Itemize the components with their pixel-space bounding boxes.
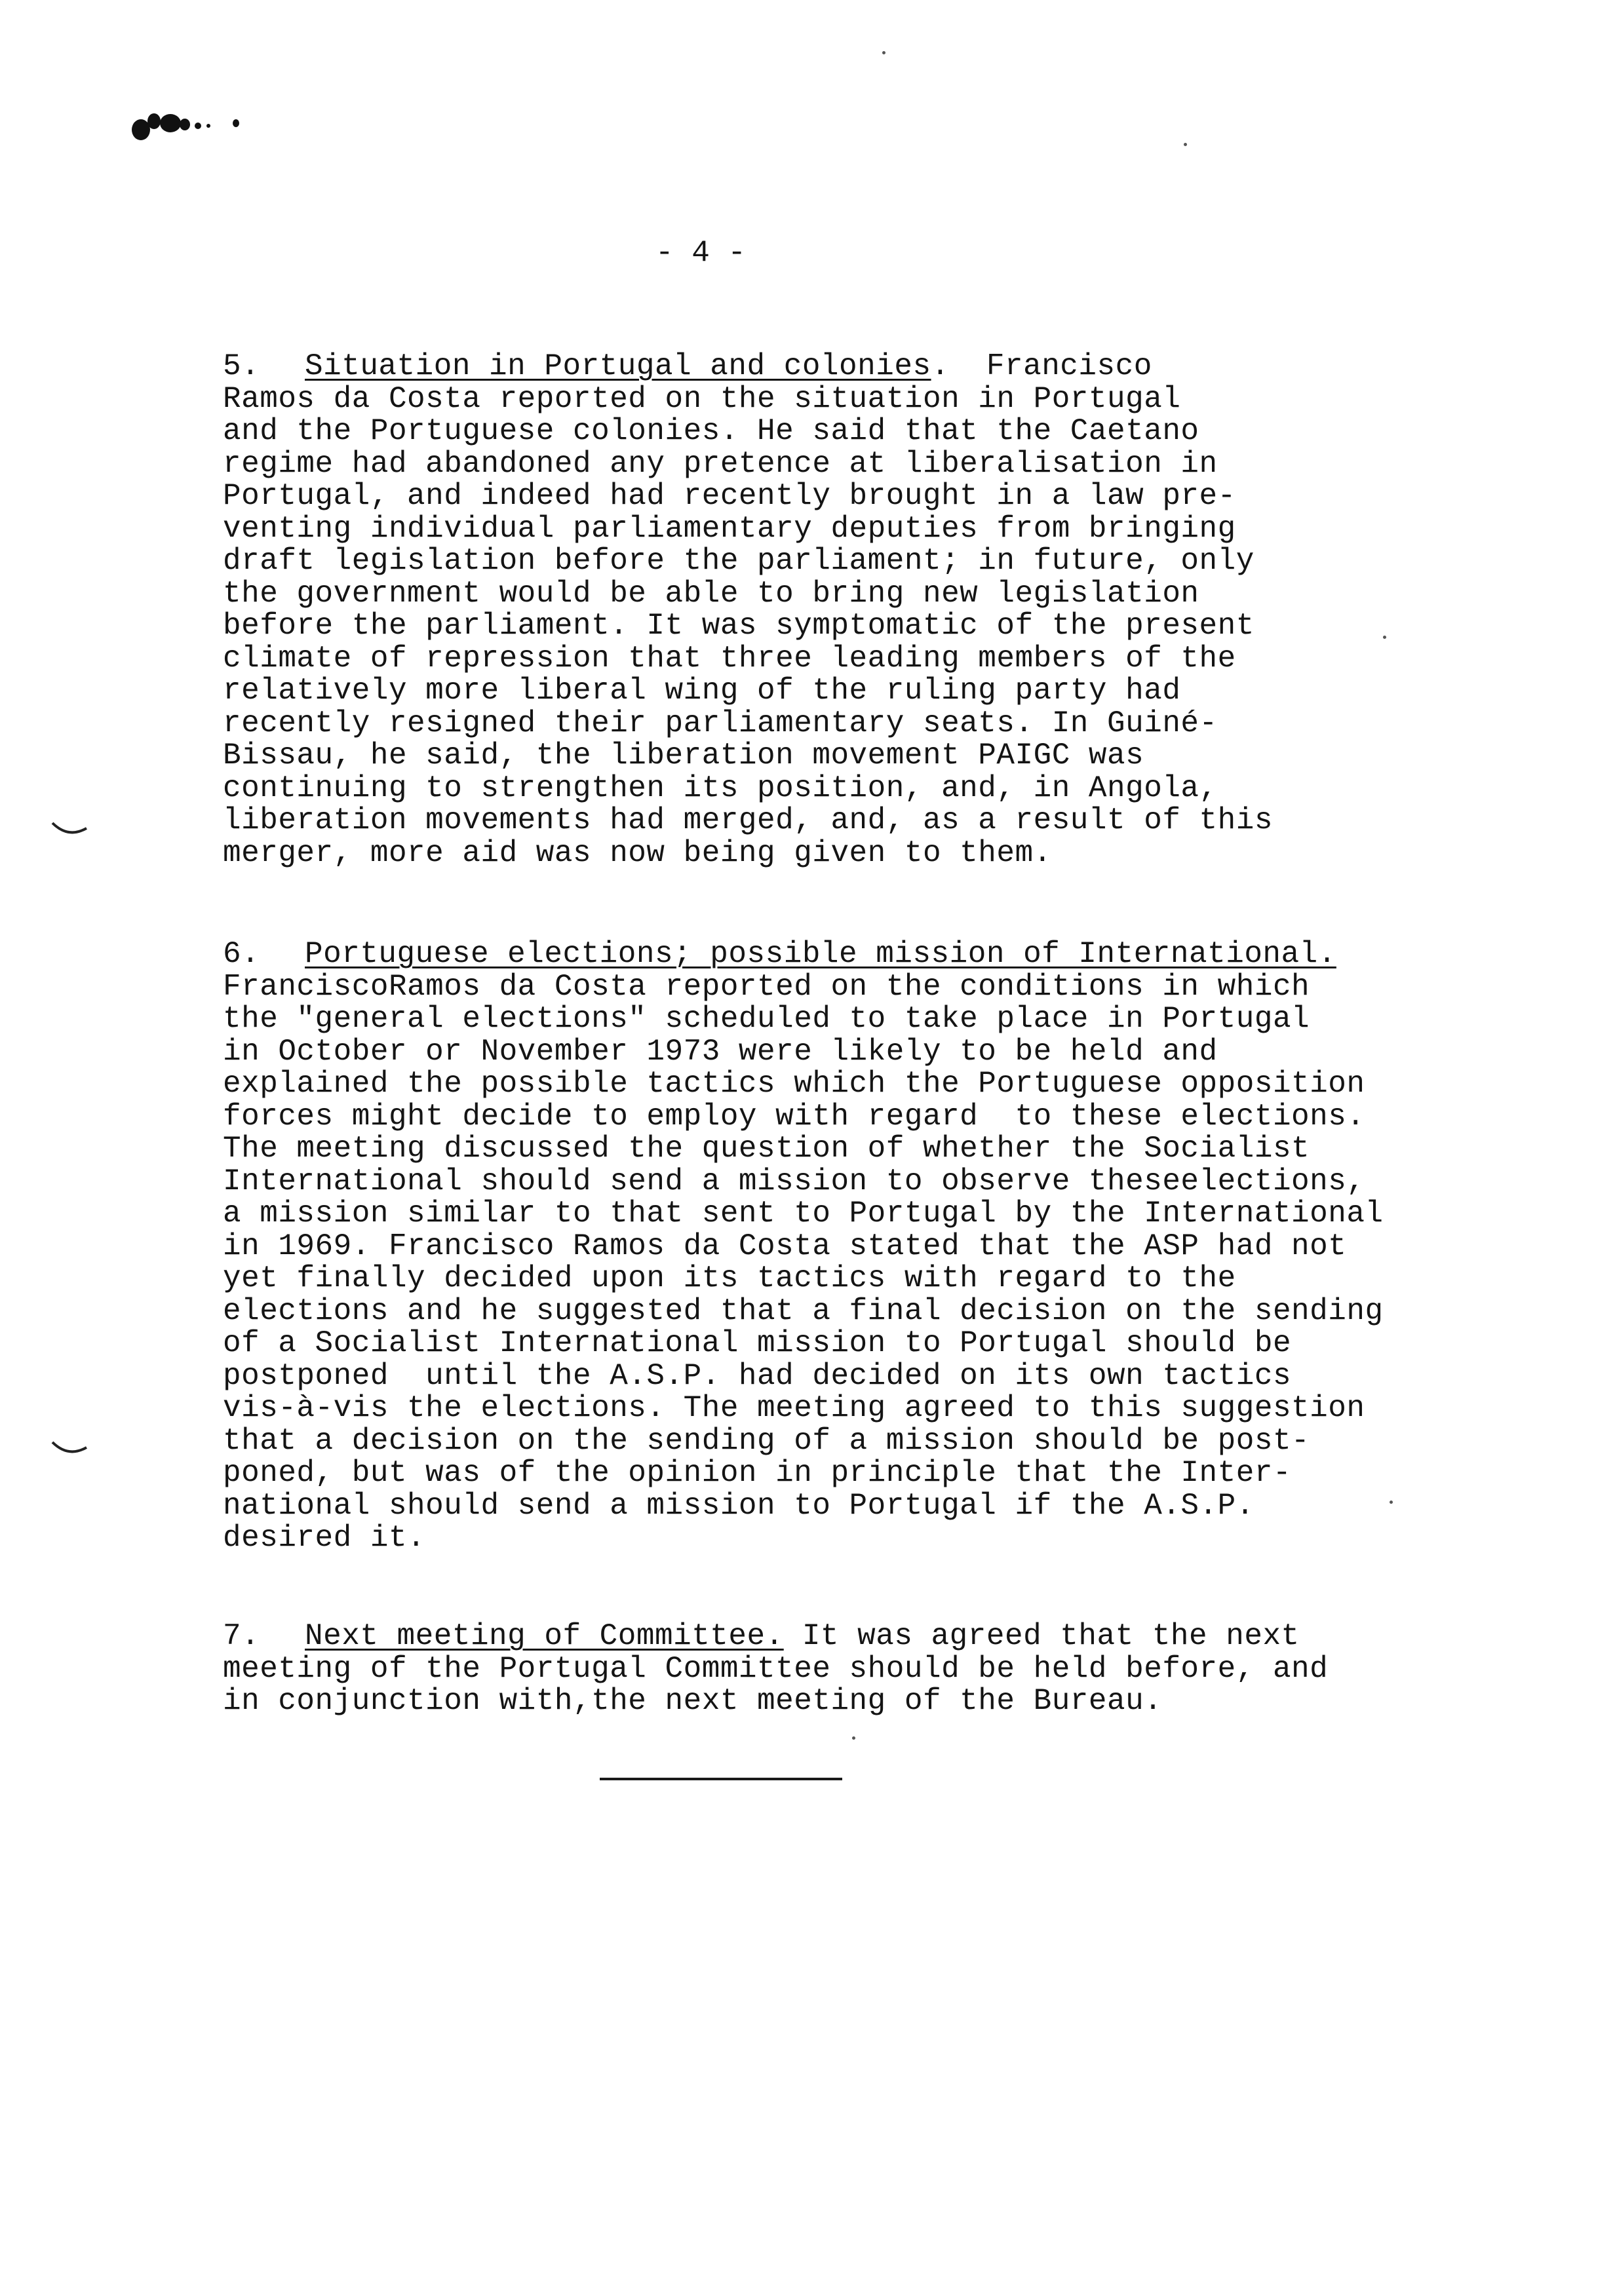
paragraph-line: national should send a mission to Portugal if the A.S.P. bbox=[223, 1488, 1255, 1523]
section-number: 6. bbox=[223, 937, 260, 971]
ink-blot-mark bbox=[125, 98, 256, 151]
section-next-meeting bbox=[223, 1620, 1501, 1718]
paragraph-line: recently resigned their parliamentary seats. In Guiné- bbox=[223, 706, 1218, 740]
end-of-document-rule bbox=[600, 1778, 842, 1780]
paragraph-line: and the Portuguese colonies. He said that the Caetano bbox=[223, 414, 1199, 448]
paragraph-line: merger, more aid was now being given to them. bbox=[223, 835, 1052, 870]
section-heading-line bbox=[223, 938, 1501, 971]
paragraph-line: liberation movements had merged, and, as a result of this bbox=[223, 803, 1273, 837]
paragraph-line: yet finally decided upon its tactics with regard to the bbox=[223, 1261, 1236, 1295]
section-heading: Portuguese elections; possible mission of International. bbox=[305, 937, 1336, 971]
paragraph-line: of a Socialist International mission to Portugal should be bbox=[223, 1326, 1292, 1360]
paragraph-line: poned, but was of the opinion in principle that the Inter- bbox=[223, 1456, 1292, 1490]
paragraph-line: the government would be able to bring new legislation bbox=[223, 576, 1199, 611]
paragraph-line: before the parliament. It was symptomatic of the present bbox=[223, 609, 1255, 643]
margin-mark bbox=[50, 1438, 89, 1458]
paragraph-line: It was agreed that the next bbox=[802, 1619, 1300, 1653]
paragraph-line: that a decision on the sending of a mission should be post- bbox=[223, 1423, 1310, 1458]
paragraph-line: continuing to strengthen its position, and, in Angola, bbox=[223, 771, 1218, 805]
paragraph-line: postponed until the A.S.P. had decided on its own tactics bbox=[223, 1358, 1292, 1393]
paragraph-line: Bissau, he said, the liberation movement PAIGC was bbox=[223, 738, 1144, 773]
section-heading-line: 5. Situation in Portugal and colonies. Francisco bbox=[223, 349, 1152, 383]
paragraph-line: The meeting discussed the question of whether the Socialist bbox=[223, 1132, 1310, 1166]
paragraph-line: climate of repression that three leading members of the bbox=[223, 641, 1236, 676]
paragraph-line: meeting of the Portugal Committee should be held before, and bbox=[223, 1651, 1329, 1686]
section-heading-line bbox=[223, 1620, 1501, 1653]
paragraph-line: draft legislation before the parliament; in future, only bbox=[223, 544, 1255, 578]
paragraph-line: desired it. bbox=[223, 1521, 426, 1555]
paragraph-line: venting individual parliamentary deputies from bringing bbox=[223, 511, 1236, 546]
page-number: - 4 - bbox=[655, 236, 747, 270]
paragraph-line: relatively more liberal wing of the ruling party had bbox=[223, 674, 1181, 708]
speck bbox=[882, 51, 885, 54]
speck bbox=[852, 1736, 855, 1740]
section-situation-portugal bbox=[223, 351, 1501, 870]
paragraph-line: Francisco bbox=[986, 349, 1152, 383]
paragraph-line: International should send a mission to observe theseelections, bbox=[223, 1164, 1365, 1198]
paragraph-line: Portugal, and indeed had recently brought in a law pre- bbox=[223, 479, 1236, 513]
paragraph-line: a mission similar to that sent to Portugal by the International bbox=[223, 1196, 1384, 1231]
paragraph-line: in conjunction with,the next meeting of the Bureau. bbox=[223, 1684, 1163, 1718]
speck bbox=[1184, 143, 1187, 146]
paragraph-line: forces might decide to employ with regard to these elections. bbox=[223, 1099, 1365, 1134]
paragraph-line: in October or November 1973 were likely to be held and bbox=[223, 1034, 1218, 1069]
paragraph-line: the "general elections" scheduled to take place in Portugal bbox=[223, 1002, 1310, 1036]
paragraph-line: regime had abandoned any pretence at liberalisation in bbox=[223, 446, 1218, 481]
section-number: 7. bbox=[223, 1619, 260, 1653]
section-heading: Next meeting of Committee. bbox=[305, 1619, 784, 1653]
section-heading: Situation in Portugal and colonies bbox=[305, 349, 931, 383]
paragraph-line: FranciscoRamos da Costa reported on the conditions in which bbox=[223, 969, 1310, 1004]
paragraph-line: Ramos da Costa reported on the situation in Portugal bbox=[223, 381, 1181, 416]
section-number: 5. bbox=[223, 349, 260, 383]
paragraph-line: elections and he suggested that a final decision on the sending bbox=[223, 1293, 1384, 1328]
paragraph-line: explained the possible tactics which the Portuguese opposition bbox=[223, 1067, 1365, 1101]
paragraph-line: in 1969. Francisco Ramos da Costa stated that the ASP had not bbox=[223, 1229, 1347, 1263]
margin-mark bbox=[50, 819, 89, 839]
section-portuguese-elections bbox=[223, 938, 1501, 1555]
paragraph-line: vis-à-vis the elections. The meeting agreed to this suggestion bbox=[223, 1391, 1365, 1425]
